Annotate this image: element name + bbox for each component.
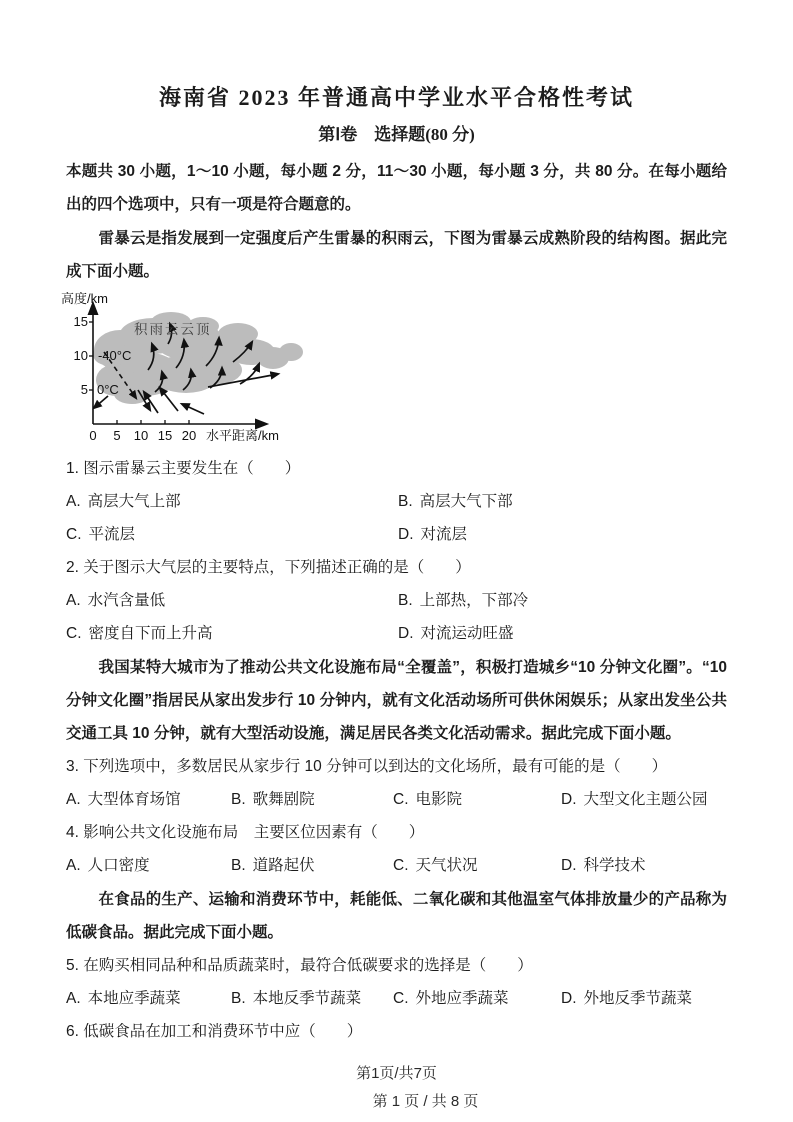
question-5-option-c: C. 外地应季蔬菜 xyxy=(393,990,509,1007)
question-5-option-a: A. 本地应季蔬菜 xyxy=(66,990,181,1007)
y-axis-label: 高度/km xyxy=(61,292,108,306)
temp-minus40-annotation: -40°C xyxy=(98,348,132,363)
question-3 xyxy=(66,750,727,816)
question-1-option-c: C. 平流层 xyxy=(66,526,136,543)
question-1 xyxy=(66,452,727,551)
question-3-option-a: A. 大型体育场馆 xyxy=(66,791,181,808)
question-5-option-b: B. 本地反季节蔬菜 xyxy=(231,990,362,1007)
question-number: 5. xyxy=(66,957,79,974)
question-3-option-b: B. 歌舞剧院 xyxy=(231,791,315,808)
y-tick-15: 15 xyxy=(73,314,88,329)
passage-culture-circle: 我国某特大城市为了推动公共文化设施布局“全覆盖”，积极打造城乡“10 分钟文化圈”。“10 分钟文化圈”指居民从家出发步行 10 分钟内，就有文化活动场所可供休闲娱乐；从家出发坐公共交通工具 10 分钟，就有大型活动设施，满足居民各类文化活动需求。据此完成下面小题。 xyxy=(66,659,727,742)
page-footer-8pages: 第 1 页 / 共 8 页 xyxy=(372,1093,479,1110)
temp-zero-annotation: 0°C xyxy=(97,382,119,397)
x-axis-label: 水平距离/km xyxy=(206,428,279,443)
question-number: 4. xyxy=(66,824,79,841)
question-2-option-a: A. 水汽含量低 xyxy=(66,592,166,609)
question-1-option-b: B. 高层大气下部 xyxy=(398,493,513,510)
question-3-option-d: D. 大型文化主题公园 xyxy=(561,791,708,808)
exam-instructions: 本题共 30 小题，1～10 小题，每小题 2 分，11～30 小题，每小题 3 分，共 80 分。在每小题给出的四个选项中，只有一项是符合题意的。 xyxy=(66,163,727,213)
question-4-option-b: B. 道路起伏 xyxy=(231,857,315,874)
passage-thunderstorm: 雷暴云是指发展到一定强度后产生雷暴的积雨云，下图为雷暴云成熟阶段的结构图。据此完成下面小题。 xyxy=(66,230,727,280)
question-2 xyxy=(66,551,727,650)
section-header: 第Ⅰ卷 选择题(80 分) xyxy=(318,125,475,144)
question-number: 2. xyxy=(66,559,79,576)
thunderstorm-diagram xyxy=(58,292,338,450)
passage-low-carbon-food: 在食品的生产、运输和消费环节中，耗能低、二氧化碳和其他温室气体排放量少的产品称为低碳食品。据此完成下面小题。 xyxy=(66,891,727,941)
question-3-option-c: C. 电影院 xyxy=(393,791,463,808)
question-2-option-d: D. 对流运动旺盛 xyxy=(398,625,514,642)
question-6-text: 6. 低碳食品在加工和消费环节中应（ ） xyxy=(66,1023,363,1040)
x-tick-5: 5 xyxy=(113,428,121,443)
question-4-option-a: A. 人口密度 xyxy=(66,857,150,874)
x-tick-0: 0 xyxy=(89,428,97,443)
question-number: 3. xyxy=(66,758,79,775)
question-3-text: 3. 下列选项中，多数居民从家步行 10 分钟可以到达的文化场所，最有可能的是（ ） xyxy=(66,758,668,775)
question-1-option-a: A. 高层大气上部 xyxy=(66,493,181,510)
question-number: 6. xyxy=(66,1023,79,1040)
question-5 xyxy=(66,949,727,1015)
y-tick-5: 5 xyxy=(80,382,88,397)
question-4-text: 4. 影响公共文化设施布局 主要区位因素有（ ） xyxy=(66,824,425,841)
thunderstorm-structure-figure xyxy=(58,292,727,450)
question-4 xyxy=(66,816,727,882)
page-title: 海南省 2023 年普通高中学业水平合格性考试 xyxy=(158,85,634,110)
y-tick-10: 10 xyxy=(73,348,88,363)
question-1-option-d: D. 对流层 xyxy=(398,526,468,543)
cloud-top-annotation: 积雨云云顶 xyxy=(134,322,212,337)
question-2-text: 2. 关于图示大气层的主要特点，下列描述正确的是（ ） xyxy=(66,559,471,576)
question-5-option-d: D. 外地反季节蔬菜 xyxy=(561,990,693,1007)
x-tick-20: 20 xyxy=(181,428,197,443)
question-5-text: 5. 在购买相同品种和品质蔬菜时，最符合低碳要求的选择是（ ） xyxy=(66,957,533,974)
question-6 xyxy=(66,1015,727,1048)
question-4-option-d: D. 科学技术 xyxy=(561,857,646,874)
question-2-option-b: B. 上部热，下部冷 xyxy=(398,592,529,609)
question-4-option-c: C. 天气状况 xyxy=(393,857,478,874)
x-tick-10: 10 xyxy=(133,428,149,443)
question-number: 1. xyxy=(66,460,79,477)
page-footer-7pages: 第1页/共7页 xyxy=(356,1065,437,1082)
question-1-text: 1. 图示雷暴云主要发生在（ ） xyxy=(66,460,301,477)
question-2-option-c: C. 密度自下而上升高 xyxy=(66,625,213,642)
x-tick-15: 15 xyxy=(157,428,173,443)
